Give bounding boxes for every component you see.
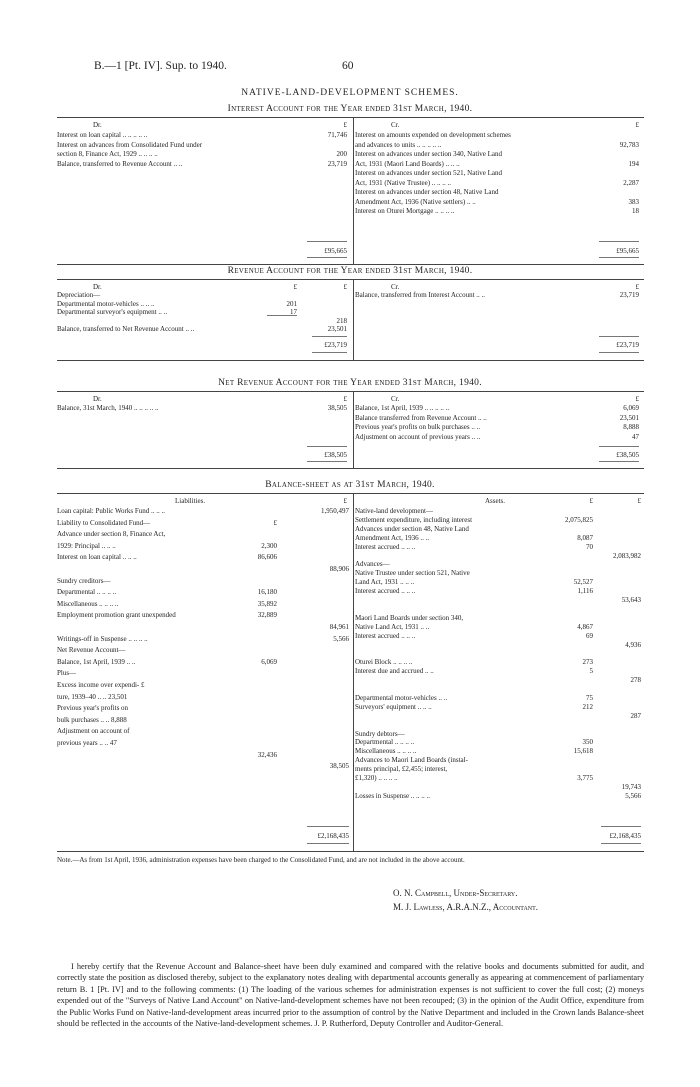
entry-amount: 35,892 (257, 599, 277, 608)
entry-text: Settlement expenditure, including interest (355, 515, 473, 524)
entry-text: Interest on advances from Consolidated Fund under (57, 140, 203, 149)
entry-text: Balance, transferred to Revenue Account .. .. (57, 159, 183, 168)
entry-text: Excess income over expendi- £ (57, 681, 145, 689)
ledger-row (57, 703, 352, 713)
entry-text: ments principal, £2,455; interest, (355, 765, 448, 774)
entry-text: bulk purchases .. .. 8,888 (57, 715, 127, 724)
entry-text: Previous year's profits on (57, 704, 129, 713)
entry-amount: 8,087 (577, 533, 593, 542)
ledger-row (57, 120, 352, 130)
entry-text: Advance under section 8, Finance Act, (57, 530, 166, 539)
entry-amount: 273 (582, 658, 593, 667)
entry-amount: 194 (628, 159, 639, 168)
entry-text: Departmental motor-vehicles .. .. (355, 693, 448, 702)
entry-total: 287 (630, 711, 641, 720)
ledger-row (355, 149, 644, 159)
document-title: NATIVE-LAND-DEVELOPMENT SCHEMES. (241, 88, 459, 98)
entry-total: 4,936 (625, 640, 641, 649)
entry-amount: 6,069 (623, 404, 639, 412)
entry-text: Native Trustee under section 521, Native (355, 569, 470, 578)
ledger-row (57, 668, 352, 678)
entry-total: 88,906 (329, 565, 349, 573)
ledger-row (355, 340, 644, 350)
ledger-row (355, 140, 644, 150)
total-debit: £38,505 (324, 451, 347, 459)
total-debit: £23,719 (324, 341, 347, 349)
entry-text: Loan capital: Public Works Fund .. .. .. (57, 507, 165, 515)
pound-symbol: £ (635, 395, 639, 403)
entry-text: Interest on loan capital .. .. .. (57, 553, 137, 562)
entry-text: Net Revenue Account— (57, 646, 126, 655)
assets-label: Assets. (485, 497, 506, 505)
entry-text: Departmental .. .. .. .. (57, 588, 117, 597)
total-credit: £23,719 (616, 341, 639, 349)
total-assets: £2,168,435 (609, 832, 641, 840)
ledger-row (57, 576, 352, 586)
entry-amount: 200 (336, 150, 347, 158)
entry-amount: £ (273, 518, 277, 527)
ledger-row (57, 599, 352, 609)
pound-symbol: £ (343, 497, 347, 505)
entry-text: Advances to Maori Land Boards (instal- (355, 756, 468, 765)
entry-amount: 38,505 (327, 404, 347, 412)
rule-line (599, 461, 639, 462)
entry-amount: 212 (582, 702, 593, 711)
rule-line (307, 241, 347, 242)
entry-text: Act, 1931 (Native Trustee) .. .. .. .. (355, 178, 452, 187)
entry-text: Balance, 1st April, 1939 .. .. (57, 657, 136, 666)
total-debit: £95,665 (324, 247, 347, 255)
cr-label: Cr. (391, 121, 400, 129)
ledger-row (57, 715, 352, 725)
entry-total: 278 (630, 676, 641, 685)
interest-account-title: Interest Account for the Year ended 31st March, 1940. (227, 104, 473, 114)
pound-symbol: £ (637, 497, 641, 505)
pound-symbol: £ (293, 283, 297, 291)
ledger-row (57, 403, 352, 413)
rule-line (307, 446, 347, 447)
rule-line (599, 257, 639, 258)
interest-account-table (57, 117, 644, 265)
ledger-row (57, 738, 352, 748)
entry-amount: 4,867 (577, 622, 593, 631)
entry-text: Sundry debtors— (355, 729, 405, 738)
ledger-row (57, 340, 352, 350)
pound-symbol: £ (635, 283, 639, 291)
entry-amount: 383 (628, 197, 639, 206)
entry-amount: 23,501 (619, 413, 639, 422)
entry-text: 1929: Principal .. .. .. (57, 541, 116, 550)
rule-line (599, 336, 639, 337)
entry-text: section 8, Finance Act, 1929 .. .. .. .. (57, 150, 158, 158)
ledger-row (57, 726, 352, 736)
ledger-row (57, 159, 352, 169)
total-credit: £38,505 (616, 451, 639, 459)
entry-text: Interest due and accrued .. .. (355, 667, 434, 676)
ledger-row (57, 149, 352, 159)
entry-total: 5,566 (625, 791, 641, 800)
cr-label: Cr. (391, 395, 400, 403)
entry-text: Act, 1931 (Maori Land Boards) .. .. .. (355, 159, 460, 168)
ledger-row (57, 645, 352, 655)
ledger-row (355, 413, 644, 423)
balance-sheet-table (57, 493, 644, 852)
ledger-row (57, 622, 352, 632)
ledger-row (355, 290, 644, 300)
entry-amount: 86,606 (257, 553, 277, 562)
rule-line (307, 843, 349, 844)
entry-amount: 6,069 (261, 657, 277, 666)
entry-text: Interest on Oturei Mortgage .. .. .. .. (355, 207, 455, 215)
entry-text: Employment promotion grant unexpended (57, 611, 176, 620)
entry-amount: 2,287 (623, 178, 639, 187)
audit-certificate: I hereby certify that the Revenue Account and Balance-sheet have been duly examined and compared with the relative books and documents submitted for audit, and correctly state the position as disclosed thereby, subject to the explanatory notes dealing with departmental accounts generally as appearing at commencement of parliamentary return B. 1 [Pt. IV] and to the following comments: (1) The loading of the various schemes for administration expenses is not sufficient to cover the full cost; (2) moneys expended out of the "Surveys of Native Land Account" on Native-land-development schemes have not been recouped; (3) in the opinion of the Audit Office, expenditure from the Public Works Fund on Native-land-development areas incurred prior to the assumption of control by the Native Department and included in the Crown lands Balance-sheet should be reflected in the accounts of the Native-land-development schemes. J. P. Rutherford, Deputy Controller and Auditor-General. (57, 962, 644, 1029)
liabilities-label: Liabilities. (175, 497, 206, 505)
pound-symbol: £ (635, 121, 639, 129)
entry-amount: 5 (589, 667, 593, 676)
ledger-row (355, 178, 644, 188)
entry-total: 5,566 (333, 634, 349, 643)
entry-amount: 8,888 (623, 423, 639, 431)
footnote: Note.—As from 1st April, 1936, administration expenses have been charged to the Consolidated Fund, and are not included in the above account. (57, 856, 465, 864)
entry-total: 1,950,497 (321, 507, 349, 515)
ledger-row (355, 120, 644, 130)
ledger-row (57, 529, 352, 539)
entry-text: £1,320) .. .. .. .. (355, 774, 398, 782)
entry-text: Balance transferred from Revenue Account .. .. (355, 413, 487, 422)
ledger-row (57, 680, 352, 690)
ledger-row (57, 692, 352, 702)
ledger-row (355, 159, 644, 169)
ledger-row (355, 450, 644, 460)
rule-line (267, 315, 297, 316)
ledger-row (355, 403, 644, 413)
ledger-row (57, 496, 352, 506)
entry-amount: 2,075,825 (565, 515, 593, 524)
entry-text: Departmental motor-vehicles .. .. .. (57, 299, 155, 308)
entry-text: Balance, transferred to Net Revenue Account .. .. (57, 325, 195, 333)
ledger-row (355, 432, 644, 442)
entry-text: Adjustment on account of (57, 727, 130, 736)
ledger-row (355, 831, 644, 841)
entry-subtotal: 23,501 (327, 325, 347, 333)
entry-text: Interest on advances under section 521, Native Land (355, 169, 502, 177)
signature-under-secretary: O. N. Campbell, Under-Secretary. (393, 888, 518, 898)
ledger-row (57, 450, 352, 460)
dr-label: Dr. (93, 283, 102, 291)
entry-amount: 23,719 (327, 159, 347, 168)
entry-text: Advances— (355, 560, 390, 569)
entry-text: Oturei Block .. .. .. .. (355, 658, 413, 667)
entry-text: Interest on amounts expended on development schemes (355, 131, 511, 139)
entry-text: Advances under section 48, Native Land (355, 524, 469, 533)
entry-text: Interest on advances under section 340, Native Land (355, 150, 502, 158)
entry-amount: 201 (286, 299, 297, 308)
entry-amount: 350 (582, 738, 593, 747)
entry-amount: 71,746 (327, 131, 347, 139)
entry-amount: 52,527 (573, 578, 593, 587)
entry-text: Surveyors' equipment .. .. .. (355, 702, 432, 711)
entry-amount: 32,436 (257, 750, 277, 759)
entry-total: 84,961 (329, 623, 349, 631)
entry-amount: 32,889 (257, 611, 277, 620)
ledger-row (355, 206, 644, 216)
entry-text: Interest accrued .. .. .. (355, 542, 416, 551)
ledger-row (57, 657, 352, 667)
ledger-row (355, 246, 644, 256)
ledger-row (355, 422, 644, 432)
entry-amount: 70 (586, 542, 593, 551)
ledger-row (57, 634, 352, 644)
total-liabilities: £2,168,435 (317, 832, 349, 840)
rule-line (307, 257, 347, 258)
dr-label: Dr. (93, 395, 102, 403)
rule-line (312, 336, 347, 337)
entry-amount: 3,775 (577, 774, 593, 782)
ledger-row (57, 750, 352, 760)
page-number: 60 (342, 60, 354, 72)
entry-amount: 75 (586, 693, 593, 702)
entry-text: Writings-off in Suspense .. .. .. .. (57, 634, 148, 643)
entry-total: 38,505 (329, 762, 349, 771)
entry-text: Amendment Act, 1936 (Native settlers) .. .. (355, 197, 476, 206)
pound-symbol: £ (589, 497, 593, 505)
net-revenue-account-title: Net Revenue Account for the Year ended 31st March, 1940. (218, 378, 482, 388)
pound-symbol: £ (343, 395, 347, 403)
revenue-account-table (57, 279, 644, 361)
entry-text: Miscellaneous .. .. .. .. (355, 747, 417, 756)
entry-text: Native-land development— (355, 507, 433, 515)
revenue-account-title: Revenue Account for the Year ended 31st March, 1940. (227, 266, 473, 276)
entry-subtotal: 218 (336, 316, 347, 325)
entry-text: Losses in Suspense .. .. .. .. (355, 791, 431, 800)
ledger-row (355, 130, 644, 140)
entry-amount: 16,180 (257, 588, 277, 597)
entry-text: Miscellaneous .. .. .. .. (57, 599, 119, 608)
ledger-row (57, 518, 352, 528)
entry-amount: 92,783 (619, 140, 639, 149)
entry-amount: 1,116 (577, 587, 593, 596)
entry-text: Interest accrued .. .. .. (355, 631, 416, 640)
ledger-row (57, 324, 352, 334)
ledger-row (355, 187, 644, 197)
ledger-row (57, 552, 352, 562)
entry-text: ture, 1939–40 .. .. 23,501 (57, 692, 128, 701)
ledger-row (57, 564, 352, 574)
ledger-row (57, 130, 352, 140)
entry-total: 19,743 (621, 782, 641, 791)
entry-total: 53,643 (621, 596, 641, 604)
rule-line (601, 826, 641, 827)
ledger-row (57, 610, 352, 620)
entry-text: Interest on advances under section 48, Native Land (355, 188, 499, 196)
ledger-row (355, 168, 644, 178)
dr-label: Dr. (93, 121, 102, 129)
ledger-row (355, 791, 644, 801)
entry-text: previous years .. .. 47 (57, 739, 117, 747)
balance-sheet-title: Balance-sheet as at 31st March, 1940. (265, 480, 435, 490)
entry-amount: 17 (290, 308, 297, 316)
ledger-row (355, 496, 644, 506)
entry-text: Plus— (57, 669, 77, 678)
page-header (0, 60, 700, 74)
ledger-row (57, 140, 352, 150)
entry-text: Sundry creditors— (57, 576, 111, 585)
entry-text: Balance, 31st March, 1940 .. .. .. .. .. (57, 404, 159, 412)
entry-amount: 2,300 (261, 541, 277, 550)
entry-amount: 23,719 (619, 291, 639, 299)
report-reference: B.—1 [Pt. IV]. Sup. to 1940. (94, 60, 227, 72)
ledger-row (57, 831, 352, 841)
entry-total: 2,083,982 (613, 551, 641, 560)
entry-text: Maori Land Boards under section 340, (355, 613, 464, 622)
entry-text: Interest accrued .. .. .. (355, 587, 416, 596)
entry-amount: 18 (632, 207, 639, 215)
entry-text: Interest on loan capital .. .. .. .. .. (57, 131, 148, 139)
entry-text: Departmental .. .. .. .. (355, 738, 415, 747)
entry-text: Liability to Consolidated Fund— (57, 518, 151, 527)
rule-line (599, 446, 639, 447)
cr-label: Cr. (391, 283, 400, 291)
rule-line (312, 352, 347, 353)
rule-line (599, 352, 639, 353)
rule-line (599, 241, 639, 242)
entry-amount: 47 (632, 432, 639, 441)
rule-line (307, 826, 349, 827)
entry-text: Balance, 1st April, 1939 .. .. .. .. .. (355, 404, 450, 412)
entry-text: Departmental surveyor's equipment .. .. (57, 308, 168, 316)
entry-amount: 15,618 (573, 747, 593, 756)
signature-accountant: M. J. Lawless, A.R.A.N.Z., Accountant. (393, 902, 539, 912)
ledger-row (57, 506, 352, 516)
rule-line (601, 843, 641, 844)
ledger-row (57, 541, 352, 551)
entry-text: Balance, transferred from Interest Account .. .. (355, 291, 486, 299)
entry-text: Land Act, 1931 .. .. .. (355, 578, 415, 587)
entry-text: Depreciation— (57, 291, 101, 299)
ledger-row (355, 197, 644, 207)
entry-text: Native Land Act, 1931 .. .. (355, 622, 430, 631)
total-credit: £95,665 (616, 247, 639, 255)
entry-text: Adjustment on account of previous years .. .. (355, 432, 481, 441)
net-revenue-account-table (57, 391, 644, 469)
rule-line (307, 461, 347, 462)
ledger-row (57, 761, 352, 771)
ledger-row (57, 246, 352, 256)
ledger-row (57, 587, 352, 597)
pound-symbol: £ (343, 121, 347, 129)
entry-text: Previous year's profits on bulk purchases .. .. (355, 423, 481, 431)
entry-text: Amendment Act, 1936 .. .. (355, 533, 430, 542)
entry-text: and advances to units .. .. .. .. .. (355, 140, 442, 149)
entry-amount: 69 (586, 631, 593, 640)
pound-symbol: £ (343, 283, 347, 291)
